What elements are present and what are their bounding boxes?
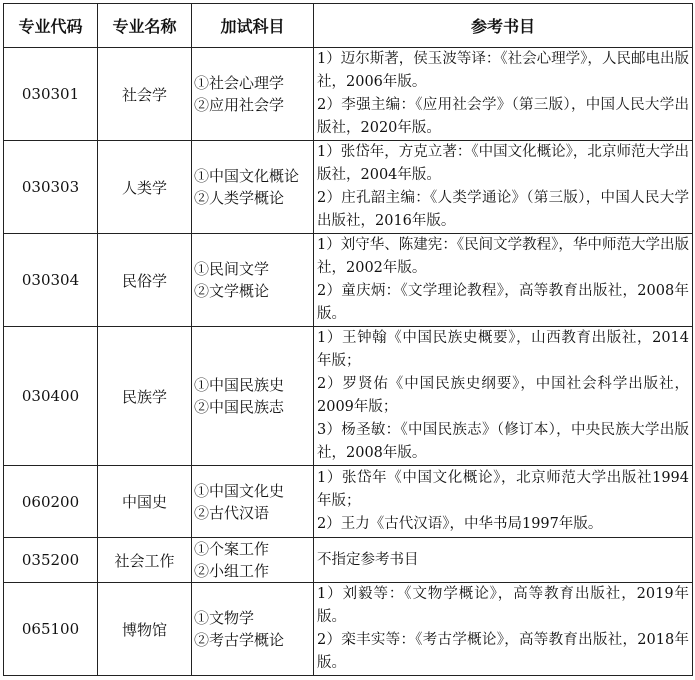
major-name: 中国史 [98,466,192,538]
major-name: 博物馆 [98,583,192,676]
extra-subjects [192,538,314,583]
reference-item: 2）童庆炳：《文学理论教程》，高等教育出版社，2008年版。 [317,283,689,322]
header-subjects: 加试科目 [192,4,314,48]
reference-books [314,234,693,327]
reference-books [314,466,693,538]
table-row [4,48,693,141]
major-code: 035200 [4,538,98,583]
major-name: 人类学 [98,141,192,234]
extra-subjects [192,234,314,327]
reference-item: 1）迈尔斯著，侯玉波等译：《社会心理学》，人民邮电出版社，2006年版。 [317,51,689,90]
subject-item: ②小组工作 [194,562,270,580]
subject-item: ②古代汉语 [194,503,270,522]
extra-subjects [192,327,314,466]
major-code: 030303 [4,141,98,234]
major-name: 社会学 [98,48,192,141]
header-references: 参考书目 [314,4,693,48]
reference-item: 2）栾丰实等：《考古学概论》，高等教育出版社，2018年版。 [317,632,689,671]
subject-item: ①中国民族史 [194,376,285,394]
major-name: 社会工作 [98,538,192,583]
header-row [4,4,693,48]
subject-item: ①个案工作 [194,540,270,558]
reference-item: 1）张岱年《中国文化概论》，北京师范大学出版社1994年版； [317,470,689,509]
major-code: 065100 [4,583,98,676]
extra-subjects [192,466,314,538]
reference-item: 1）张岱年，方克立著：《中国文化概论》，北京师范大学出版社，2004年版。 [317,144,689,183]
table-row [4,234,693,327]
reference-item: 3）杨圣敏：《中国民族志》（修订本），中央民族大学出版社，2008年版。 [317,422,689,461]
subject-item: ①社会心理学 [194,74,285,92]
reference-item: 2）王力《古代汉语》，中华书局1997年版。 [317,516,603,532]
major-code: 060200 [4,466,98,538]
table-row [4,466,693,538]
reference-books [314,583,693,676]
reference-books [314,48,693,141]
extra-subjects [192,48,314,141]
reference-item: 1）刘毅等：《文物学概论》，高等教育出版社，2019年版。 [317,586,689,625]
reference-item: 2）李强主编：《应用社会学》（第三版），中国人民大学出版社，2020年版。 [317,97,689,136]
major-code: 030304 [4,234,98,327]
subject-item: ①民间文学 [194,260,270,278]
subject-item: ①中国文化史 [194,481,285,500]
major-name: 民俗学 [98,234,192,327]
extra-subjects [192,141,314,234]
table-row [4,327,693,466]
reference-books [314,538,693,583]
subject-item: ②文学概论 [194,282,270,300]
reference-item: 2）庄孔韶主编：《人类学通论》（第三版），中国人民大学出版社，2016年版。 [317,190,689,229]
major-name: 民族学 [98,327,192,466]
header-name: 专业名称 [98,4,192,48]
major-code: 030301 [4,48,98,141]
major-code: 030400 [4,327,98,466]
reference-item: 1）王钟翰《中国民族史概要》，山西教育出版社，2014年版； [317,330,689,369]
header-code: 专业代码 [4,4,98,48]
reference-books [314,327,693,466]
reference-item: 不指定参考书目 [317,551,419,568]
table-row [4,583,693,676]
subject-item: ①文物学 [194,609,255,627]
subject-item: ①中国文化概论 [194,167,300,185]
subject-item: ②应用社会学 [194,96,285,114]
reference-item: 2）罗贤佑《中国民族史纲要》，中国社会科学出版社，2009年版； [317,376,689,415]
table-row [4,141,693,234]
subject-item: ②人类学概论 [194,189,285,207]
exam-reference-table [3,3,693,676]
subject-item: ②考古学概论 [194,631,285,649]
reference-books [314,141,693,234]
extra-subjects [192,583,314,676]
table-row [4,538,693,583]
subject-item: ②中国民族志 [194,398,285,416]
reference-item: 1）刘守华、陈建宪：《民间文学教程》，华中师范大学出版社，2002年版。 [317,237,689,276]
